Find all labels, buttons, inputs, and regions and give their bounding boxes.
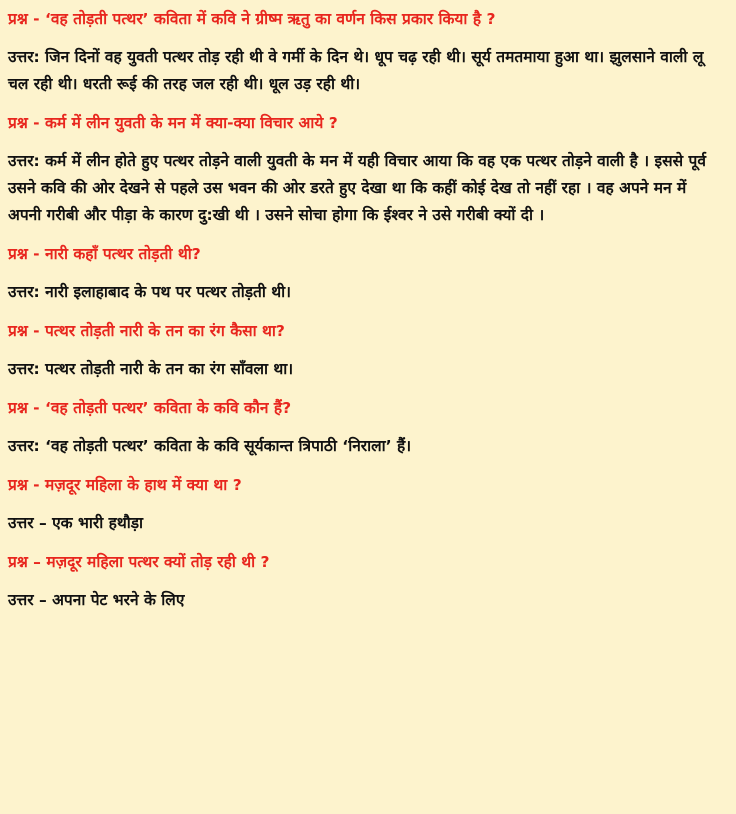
qa-item-2	[8, 112, 724, 229]
answer-text: उत्तर: कर्म में लीन होते हुए पत्थर तोड़ने वाली युवती के मन में यही विचार आया कि वह एक पत्थर तोड़ने वाली है । इससे पूर्व उसने कवि की ओर देखने से पहले उस भवन की ओर डरते हुए देखा था कि कहीं कोई देख तो नहीं रहा । वह अपने मन में अपनी गरीबी और पीड़ा के कारण दु:खी थी । उसने सोचा होगा कि ईश्वर ने उसे गरीबी क्यों दी ।	[8, 152, 706, 224]
question-text: प्रश्न - ‘वह तोड़ती पत्थर’ कविता के कवि कौन हैं?	[8, 399, 292, 417]
qa-item-7	[8, 551, 724, 614]
question-text: प्रश्न - ‘वह तोड़ती पत्थर’ कविता में कवि ने ग्रीष्म ऋतु का वर्णन किस प्रकार किया है ?	[8, 10, 496, 28]
answer-text: उत्तर – अपना पेट भरने के लिए	[8, 591, 185, 609]
qa-item-6	[8, 474, 724, 537]
answer-text: उत्तर: नारी इलाहाबाद के पथ पर पत्थर तोड़ती थी।	[8, 283, 292, 301]
qa-item-3	[8, 243, 724, 306]
question-text: प्रश्न - पत्थर तोड़ती नारी के तन का रंग कैसा था?	[8, 322, 285, 340]
question-text: प्रश्न – मज़दूर महिला पत्थर क्यों तोड़ रही थी ?	[8, 553, 270, 571]
question-text: प्रश्न - कर्म में लीन युवती के मन में क्या-क्या विचार आये ?	[8, 114, 338, 132]
answer-text: उत्तर: पत्थर तोड़ती नारी के तन का रंग साँवला था।	[8, 360, 294, 378]
question-text: प्रश्न - नारी कहाँ पत्थर तोड़ती थी?	[8, 245, 201, 263]
answer-text: उत्तर: ‘वह तोड़ती पत्थर’ कविता के कवि सूर्यकान्त त्रिपाठी ‘निराला’ हैं।	[8, 437, 412, 455]
qa-item-1	[8, 8, 724, 98]
question-text: प्रश्न - मज़दूर महिला के हाथ में क्या था ?	[8, 476, 242, 494]
qa-item-5	[8, 397, 724, 460]
answer-text: उत्तर: जिन दिनों वह युवती पत्थर तोड़ रही थी वे गर्मी के दिन थे। धूप चढ़ रही थी। सूर्य तमतमाया हुआ था। झुलसाने वाली लू चल रही थी। धरती रूई की तरह जल रही थी। धूल उड़ रही थी।	[8, 48, 704, 93]
answer-text: उत्तर – एक भारी हथौड़ा	[8, 514, 144, 532]
qa-item-4	[8, 320, 724, 383]
